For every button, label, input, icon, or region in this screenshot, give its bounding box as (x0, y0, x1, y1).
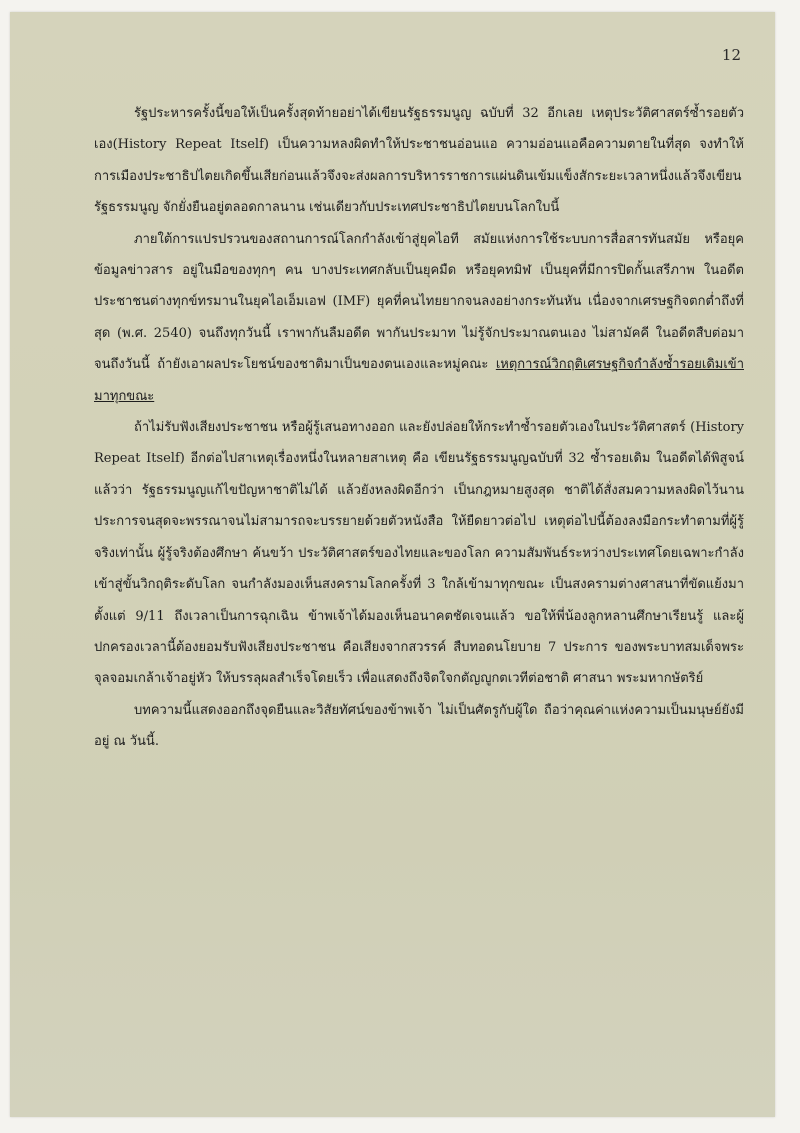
paragraph-2-text: ภายใต้การแปรปรวนของสถานการณ์โลกกำลังเข้าสู่ยุคไอที สมัยแห่งการใช้ระบบการสื่อสารทันสมัย หรือยุคข้อมูลข่าวสาร อยู่ในมือของทุกๆ คน บางประเทศกลับเป็นยุคมืด หรือยุคทมิฬ เป็นยุคที่มีการปิดกั้นเสรีภาพ ในอดีตประชาชนต่างทุกข์ทรมานในยุคไอเอ็มเอฟ (IMF) ยุคที่คนไทยยากจนลงอย่างกระทันหัน เนื่องจากเศรษฐกิจตกต่ำถึงที่สุด (พ.ศ. 2540) จนถึงทุกวันนี้ เราพากันลืมอดีต พากันประมาท ไม่รู้จักประมาณตนเอง ไม่สามัคคี ในอดีตสืบต่อมาจนถึงวันนี้ ถ้ายังเอาผลประโยชน์ของชาติมาเป็นของตนเองและหมู่คณะ (94, 231, 744, 373)
document-page (10, 12, 775, 1117)
paragraph-2 (94, 224, 744, 412)
paragraph-2-underlined-text: เหตุการณ์วิกฤติเศรษฐกิจกำลังซ้ำรอยเดิมเข้ามาทุกขณะ (94, 357, 744, 404)
page-number: 12 (721, 46, 741, 64)
document-body (94, 98, 744, 758)
paragraph-3-text: ถ้าไม่รับฟังเสียงประชาชน หรือผู้รู้เสนอทางออก และยังปล่อยให้กระทำซ้ำรอยตัวเองในประวัติศาสตร์ (History Repeat Itself) อีกต่อไปสาเหตุเรื่องหนึ่งในหลายสาเหตุ คือ เขียนรัฐธรรมนูญฉบับที่ 32 ซ้ำรอยเดิม ในอดีตได้พิสูจน์แล้วว่า รัฐธรรมนูญแก้ไขปัญหาชาติไม่ได้ แล้วยังหลงผิดอีกว่า เป็นกฎหมายสูงสุด ชาติได้สั่งสมความหลงผิดไว้นานประการจนสุดจะพรรณาจนไม่สามารถจะบรรยายด้วยตัวหนังสือ ให้ยืดยาวต่อไป เหตุต่อไปนี้ต้องลงมือกระทำตามที่ผู้รู้จริงเท่านั้น ผู้รู้จริงต้องศึกษา ค้นขว้า ประวัติศาสตร์ของไทยและของโลก ความสัมพันธ์ระหว่างประเทศโดยเฉพาะกำลังเข้าสู่ขั้นวิกฤติระดับโลก จนกำลังมองเห็นสงครามโลกครั้งที่ 3 ใกล้เข้ามาทุกขณะ เป็นสงครามต่างศาสนาที่ขัดแย้งมาตั้งแต่ 9/11 ถึงเวลาเป็นการฉุกเฉิน ข้าพเจ้าได้มองเห็นอนาคตชัดเจนแล้ว ขอให้พี่น้องลูกหลานศึกษาเรียนรู้ และผู้ปกครองเวลานี้ต้องยอมรับฟังเสียงประชาชน คือเสียงจากสวรรค์ สืบทอดนโยบาย 7 ประการ ของพระบาทสมเด็จพระจุลจอมเกล้าเจ้าอยู่หัว ให้บรรลุผลสำเร็จโดยเร็ว เพื่อแสดงถึงจิตใจกตัญญูกตเวทีต่อชาติ ศาสนา พระมหากษัตริย์ (94, 420, 744, 687)
paragraph-4-text: บทความนี้แสดงออกถึงจุดยืนและวิสัยทัศน์ของข้าพเจ้า ไม่เป็นศัตรูกับผู้ใด ถือว่าคุณค่าแห่งความเป็นมนุษย์ยังมีอยู่ ณ วันนี้. (94, 702, 744, 750)
paragraph-3 (94, 412, 744, 695)
paragraph-1 (94, 98, 744, 224)
paragraph-4 (94, 695, 744, 758)
paragraph-1-text: รัฐประหารครั้งนี้ขอให้เป็นครั้งสุดท้ายอย่าได้เขียนรัฐธรรมนูญ ฉบับที่ 32 อีกเลย เหตุประวัติศาสตร์ซ้ำรอยตัวเอง(History Repeat Itself) เป็นความหลงผิดทำให้ประชาชนอ่อนแอ ความอ่อนแอคือความตายในที่สุด จงทำให้การเมืองประชาธิปไตยเกิดขึ้นเสียก่อนแล้วจึงจะส่งผลการบริหารราชการแผ่นดินเข้มแข็งสักระยะเวลาหนึ่งแล้วจึงเขียนรัฐธรรมนูญ จักยั่งยืนอยู่ตลอดกาลนาน เช่นเดียวกับประเทศประชาธิปไตยบนโลกใบนี้ (94, 106, 744, 216)
